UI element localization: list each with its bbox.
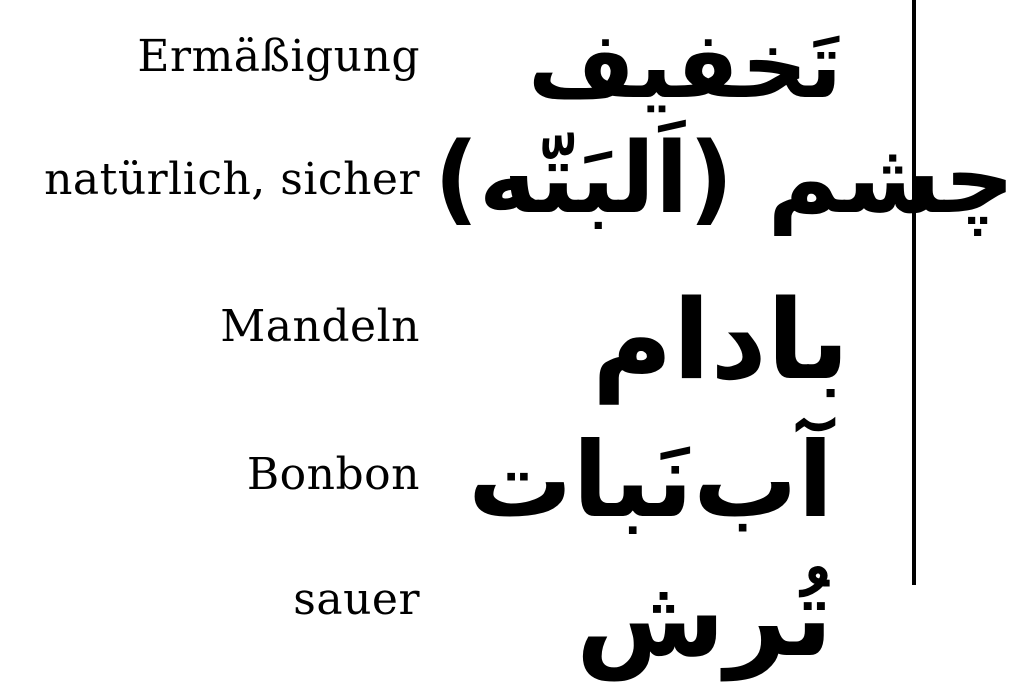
- vertical-divider-line: [912, 0, 916, 585]
- persian-word-1: تَخفیف: [528, 12, 843, 119]
- german-word-4: Bonbon: [246, 449, 420, 500]
- german-word-1: Ermäßigung: [137, 31, 420, 82]
- persian-word-3: بادام: [592, 276, 850, 404]
- german-word-5: sauer: [293, 574, 420, 625]
- persian-word-2: چشم (اَلبَتّه): [434, 122, 1015, 236]
- german-word-2: natürlich, sicher: [44, 154, 420, 205]
- persian-word-5: تُرش: [576, 556, 833, 681]
- german-word-3: Mandeln: [220, 301, 420, 352]
- persian-word-4: آب‌نَبات: [468, 419, 834, 541]
